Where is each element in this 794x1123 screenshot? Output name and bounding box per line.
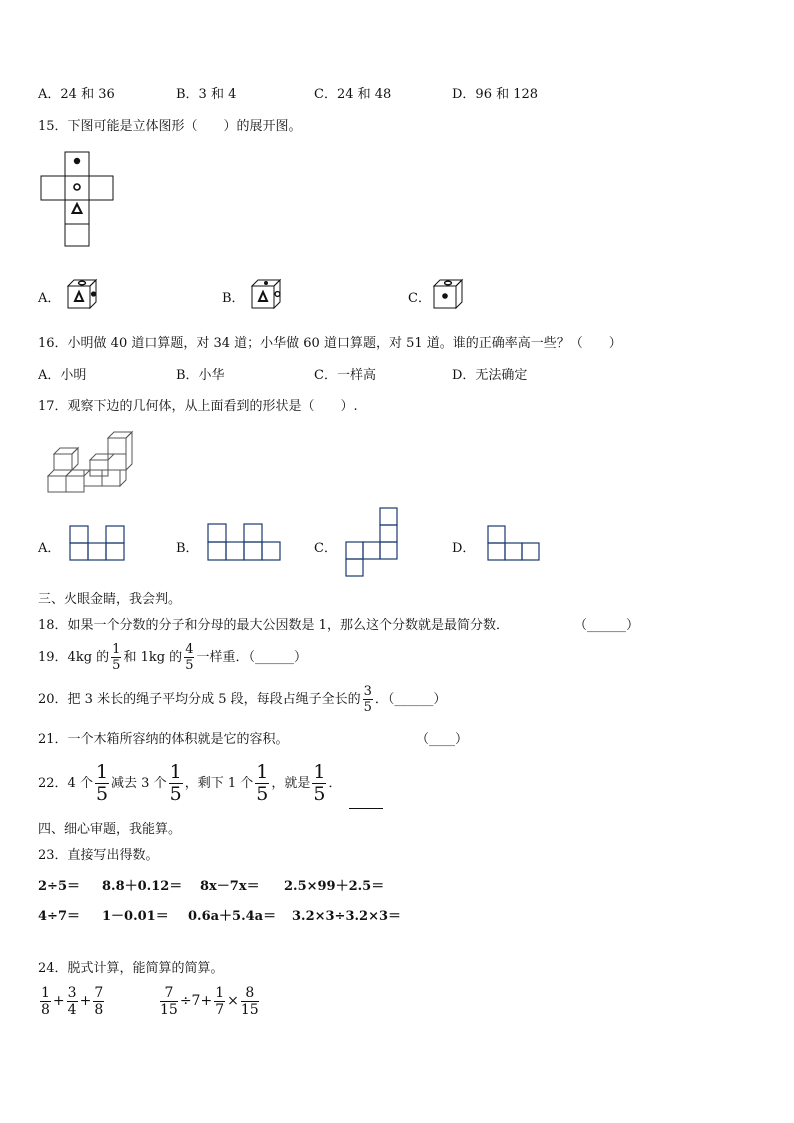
q17-solid-figure [44,430,136,496]
q22-text-d: ，就是 [271,776,311,791]
q17-option-b: B． [176,541,199,556]
q14-option-d: D．96 和 128 [452,87,539,102]
q15-option-c: C． [408,291,431,306]
q16-option-b: B．小华 [176,368,225,383]
q16-option-c: C．一样高 [314,368,376,383]
q20-answer-blank[interactable]: （______） [387,692,447,707]
q19 [38,638,307,678]
q23-item: 2.5×99＋2.5＝ [284,879,385,894]
q23-stem: 23．直接写出得数。 [38,848,159,863]
q23-item: 8.8＋0.12＝ [102,879,183,894]
q22-fraction-3: $\frac{1}{5}$ [256,761,269,805]
q16-option-d: D．无法确定 [452,368,528,383]
q22-fraction-1: $\frac{1}{5}$ [95,761,109,805]
q16-option-a: A．小明 [38,368,87,383]
q19-fraction-1: $\frac{1}{5}$ [112,642,121,673]
q22-answer-blank[interactable] [349,760,383,809]
q24-stem: 24．脱式计算，能简算的简算。 [38,961,224,976]
q18-answer-blank[interactable]: （______） [574,618,640,633]
q22 [38,760,383,808]
q23-item: 2÷5＝ [38,879,80,894]
q18-text: 18．如果一个分数的分子和分母的最大公因数是 1，那么这个分数就是最简分数． [38,618,509,633]
q17-option-a: A． [38,541,61,556]
q24-expression-2: $\frac{7}{15}$ ÷7+ $\frac{1}{7}$ × $\frac{8}{15}$ [160,984,259,1018]
q19-text-b: 和 1kg 的 [123,650,183,665]
section-4-title: 四、细心审题，我能算。 [38,822,182,837]
q17-view-c [346,508,402,578]
q14-option-c: C．24 和 48 [314,87,392,102]
q16-stem: 16．小明做 40 道口算题，对 34 道；小华做 60 道口算题，对 51 道。谁的正确率高一些？（ ） [38,336,622,351]
q22-fraction-4: $\frac{1}{5}$ [313,761,326,805]
q15-option-a: A． [38,291,61,306]
q22-text-c: ，剩下 1 个 [184,776,254,791]
section-3-title: 三、火眼金睛，我会判。 [38,592,182,607]
q23-item: 8x－7x＝ [200,879,260,894]
q15-cube-b [248,278,290,312]
q23-item: 0.6a＋5.4a＝ [188,909,277,924]
q21-text: 21．一个木箱所容纳的体积就是它的容积。 [38,732,289,747]
q23-item: 3.2×3÷3.2×3＝ [292,909,402,924]
q20-text-b: ． [374,692,388,707]
q17-stem: 17．观察下边的几何体，从上面看到的形状是（ ）. [38,399,358,414]
q17-view-b [208,524,282,562]
q22-text-b: 减去 3 个 [111,776,167,791]
q15-cube-c [430,278,472,312]
q24-expression-1: $\frac{1}{8}$ + $\frac{3}{4}$ + $\frac{7}{8}$ [41,984,104,1018]
q21-answer-blank[interactable]: （____） [416,732,469,747]
q22-fraction-2: $\frac{1}{5}$ [169,761,182,805]
cube-net-figure [40,152,114,248]
q14-option-b: B．3 和 4 [176,87,237,102]
q15-stem: 15．下图可能是立体图形（ ）的展开图。 [38,119,302,134]
q22-text-e: ． [328,776,342,791]
q20-fraction: $\frac{3}{5}$ [363,684,372,715]
q17-option-c: C． [314,541,337,556]
q19-answer-blank[interactable]: （______） [248,650,307,665]
q19-text-a: 19．4kg 的 [38,650,110,665]
q17-view-d [488,526,542,562]
q19-text-c: 一样重． [196,650,249,665]
q17-view-a [70,526,126,562]
q15-cube-a [64,278,106,312]
q19-fraction-2: $\frac{4}{5}$ [185,642,194,673]
q14-option-a: A．24 和 36 [38,87,115,102]
q22-text-a: 22．4 个 [38,776,93,791]
q23-item: 4÷7＝ [38,909,80,924]
q23-item: 1－0.01＝ [102,909,169,924]
q20-text-a: 20．把 3 米长的绳子平均分成 5 段，每段占绳子全长的 [38,692,361,707]
q17-option-d: D． [452,541,476,556]
q15-option-b: B． [222,291,245,306]
q20 [38,680,446,720]
